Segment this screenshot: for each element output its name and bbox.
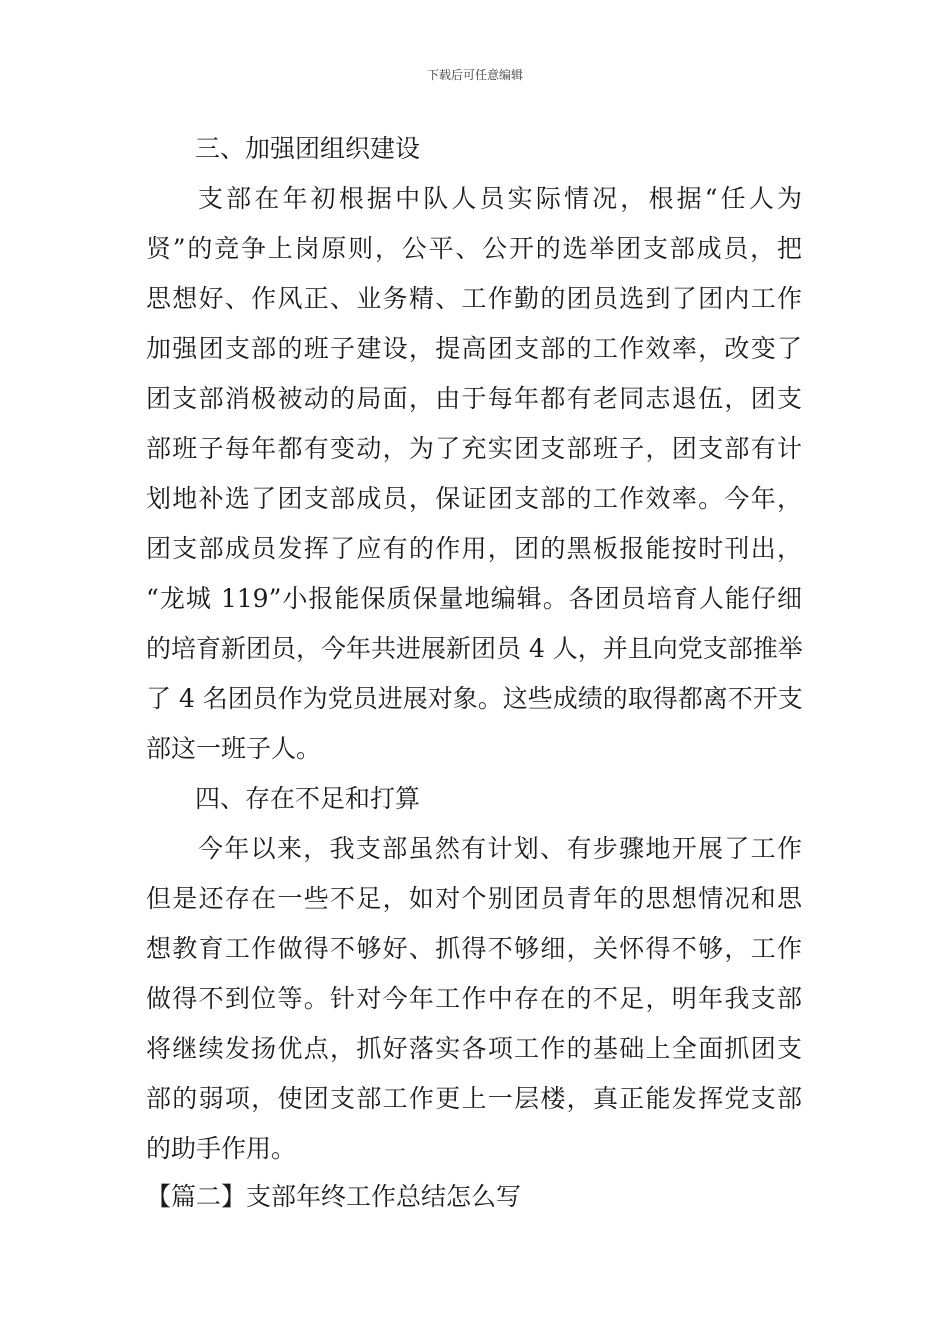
paragraph-line: 部这一班子人。 [146,734,322,763]
paragraph-line: 加强团支部的班子建设，提高团支部的工作效率，改变了 [146,334,802,363]
paragraph-line: 做得不到位等。针对今年工作中存在的不足，明年我支部 [146,984,802,1013]
paragraph-line: 但是还存在一些不足，如对个别团员青年的思想情况和思 [146,884,802,913]
page-header: 下载后可任意编辑 [426,68,523,82]
paragraph-line: 了 4 名团员作为党员进展对象。这些成绩的取得都离不开支 [146,684,803,713]
paragraph-line: 想教育工作做得不够好、抓得不够细，关怀得不够，工作 [146,934,802,963]
paragraph-line: 的培育新团员，今年共进展新团员 4 人，并且向党支部推举 [146,634,803,663]
paragraph-line: 团支部消极被动的局面，由于每年都有老同志退伍，团支 [146,384,802,413]
paragraph-line: 思想好、作风正、业务精、工作勤的团员选到了团内工作 [146,284,802,313]
paragraph-line: 支部在年初根据中队人员实际情况，根据“任人为 [198,184,802,213]
section-heading: 三、加强团组织建设 [195,134,421,163]
paragraph-line: 将继续发扬优点，抓好落实各项工作的基础上全面抓团支 [146,1034,802,1063]
paragraph-line: 的助手作用。 [146,1134,297,1163]
paragraph-line: 部班子每年都有变动，为了充实团支部班子，团支部有计 [146,434,802,463]
section-heading: 四、存在不足和打算 [195,784,421,813]
paragraph-line: 贤”的竞争上岗原则，公平、公开的选举团支部成员，把 [146,234,802,263]
paragraph-line: “龙城 119”小报能保质保量地编辑。各团员培育人能仔细 [146,584,802,613]
next-section-title: 【篇二】支部年终工作总结怎么写 [146,1182,522,1211]
paragraph-line: 部的弱项，使团支部工作更上一层楼，真正能发挥党支部 [146,1084,802,1113]
paragraph-line: 划地补选了团支部成员，保证团支部的工作效率。今年， [146,484,802,513]
paragraph-line: 团支部成员发挥了应有的作用，团的黑板报能按时刊出， [146,534,802,563]
paragraph-line: 今年以来，我支部虽然有计划、有步骤地开展了工作 [198,834,802,863]
